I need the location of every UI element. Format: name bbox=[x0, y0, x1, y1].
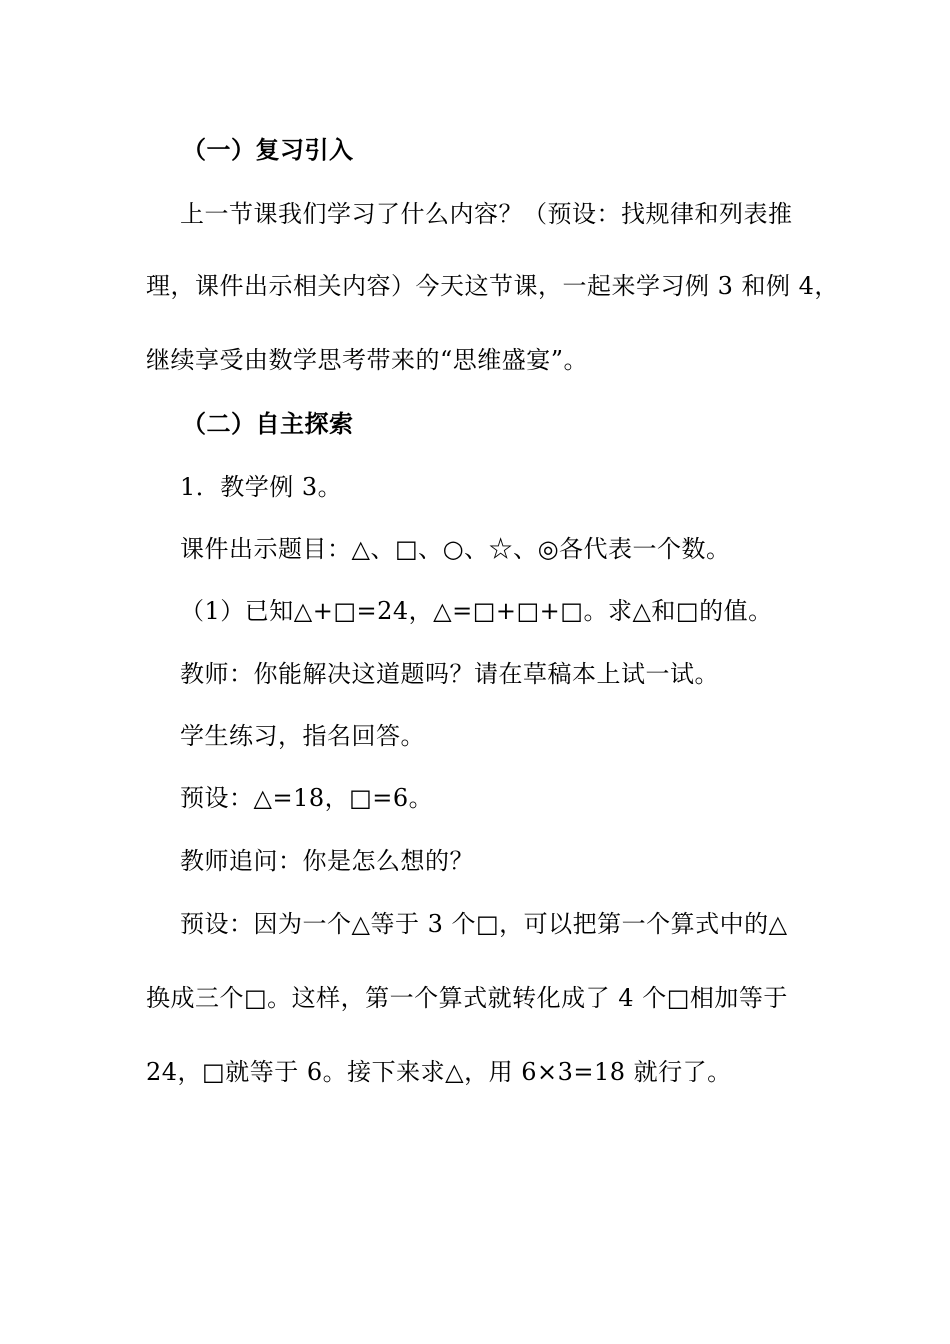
preset-answer: 预设：△=18，□=6。 bbox=[180, 784, 434, 812]
paragraph-review-line-2: 理，课件出示相关内容）今天这节课，一起来学习例 3 和例 4， bbox=[146, 272, 839, 300]
teacher-follow-up: 教师追问：你是怎么想的？ bbox=[180, 847, 474, 875]
question-1: （1）已知△+□=24，△=□+□+□。求△和□的值。 bbox=[180, 597, 773, 625]
item-example-3: 1．教学例 3。 bbox=[180, 473, 343, 501]
student-practice: 学生练习，指名回答。 bbox=[180, 722, 425, 750]
preset-reasoning-line-3: 24，□就等于 6。接下来求△，用 6×3=18 就行了。 bbox=[146, 1058, 732, 1086]
courseware-prompt: 课件出示题目：△、□、○、☆、◎各代表一个数。 bbox=[180, 535, 731, 563]
section-heading-explore: （二）自主探索 bbox=[182, 409, 354, 438]
teacher-prompt: 教师：你能解决这道题吗？请在草稿本上试一试。 bbox=[180, 660, 719, 688]
paragraph-review-line-3: 继续享受由数学思考带来的“思维盛宴”。 bbox=[146, 346, 589, 374]
preset-reasoning-line-2: 换成三个□。这样，第一个算式就转化成了 4 个□相加等于 bbox=[146, 984, 788, 1012]
preset-reasoning-line-1: 预设：因为一个△等于 3 个□，可以把第一个算式中的△ bbox=[180, 910, 788, 938]
section-heading-review: （一）复习引入 bbox=[182, 135, 354, 164]
paragraph-review-line-1: 上一节课我们学习了什么内容？（预设：找规律和列表推 bbox=[180, 200, 793, 228]
